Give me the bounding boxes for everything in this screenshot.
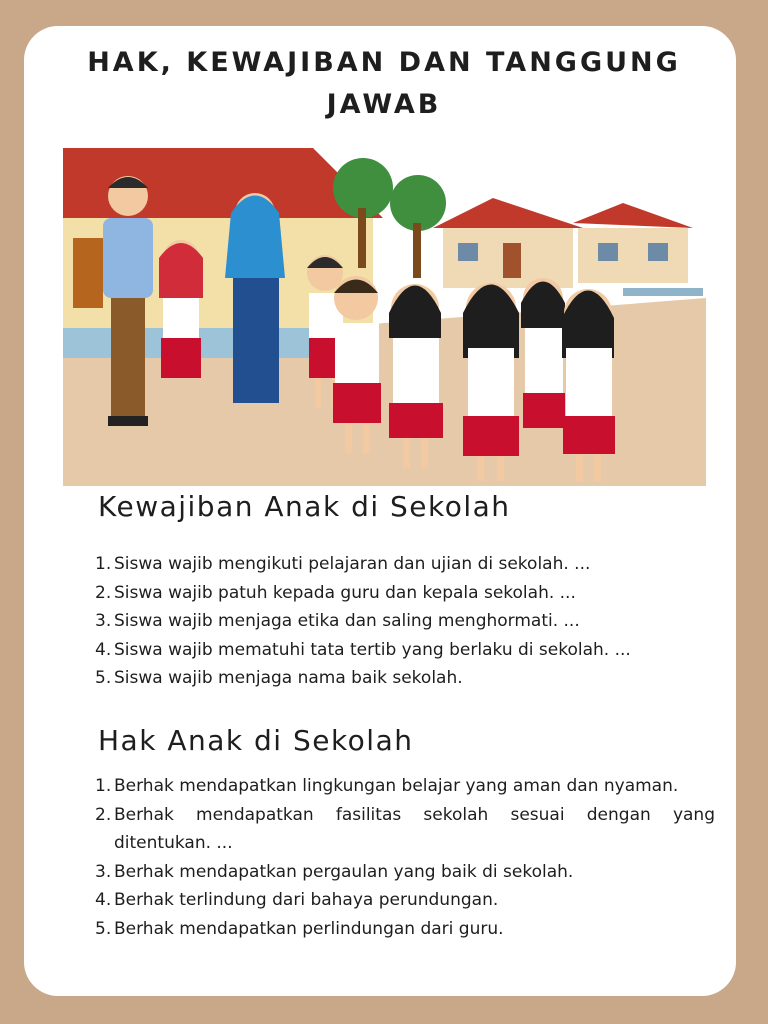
item-number: 1. (95, 776, 112, 796)
item-text: Siswa wajib mematuhi tata tertib yang berlaku di sekolah. ... (114, 639, 631, 660)
hak-heading: Hak Anak di Sekolah (98, 724, 414, 757)
item-text: Siswa wajib menjaga etika dan saling menghormati. ... (114, 611, 580, 631)
list-item (95, 801, 715, 858)
list-item (95, 664, 715, 693)
list-item (95, 886, 715, 915)
item-text: Siswa wajib patuh kepada guru dan kepala sekolah. ... (114, 582, 576, 603)
item-text: Berhak terlindung dari bahaya perundungan. (114, 890, 499, 910)
list-item (95, 607, 715, 636)
list-item (95, 858, 715, 887)
kewajiban-list (95, 550, 715, 693)
item-number: 4. (95, 639, 112, 660)
item-number: 5. (95, 668, 112, 688)
school-illustration (63, 148, 706, 486)
item-number: 3. (95, 611, 112, 631)
list-item (95, 772, 715, 801)
hak-list (95, 772, 715, 943)
item-text: Berhak mendapatkan fasilitas sekolah sesuai dengan yang ditentukan. ... (114, 804, 715, 853)
item-text: Berhak mendapatkan lingkungan belajar yang aman dan nyaman. (114, 776, 679, 796)
item-number: 2. (95, 582, 112, 603)
list-item (95, 579, 715, 608)
item-text: Siswa wajib menjaga nama baik sekolah. (114, 668, 463, 688)
item-number: 5. (95, 918, 112, 939)
item-number: 3. (95, 861, 112, 882)
list-item (95, 550, 715, 579)
item-text: Siswa wajib mengikuti pelajaran dan ujian di sekolah. ... (114, 554, 591, 574)
item-number: 2. (95, 804, 112, 825)
page-title: HAK, KEWAJIBAN DAN TANGGUNG JAWAB (87, 47, 681, 120)
school-children-illustration (63, 148, 706, 486)
kewajiban-heading: Kewajiban Anak di Sekolah (98, 490, 511, 523)
list-item (95, 915, 715, 944)
item-number: 1. (95, 554, 112, 574)
item-text: Berhak mendapatkan pergaulan yang baik di sekolah. (114, 861, 574, 882)
item-number: 4. (95, 890, 112, 910)
item-text: Berhak mendapatkan perlindungan dari guru. (114, 918, 504, 939)
list-item (95, 636, 715, 665)
